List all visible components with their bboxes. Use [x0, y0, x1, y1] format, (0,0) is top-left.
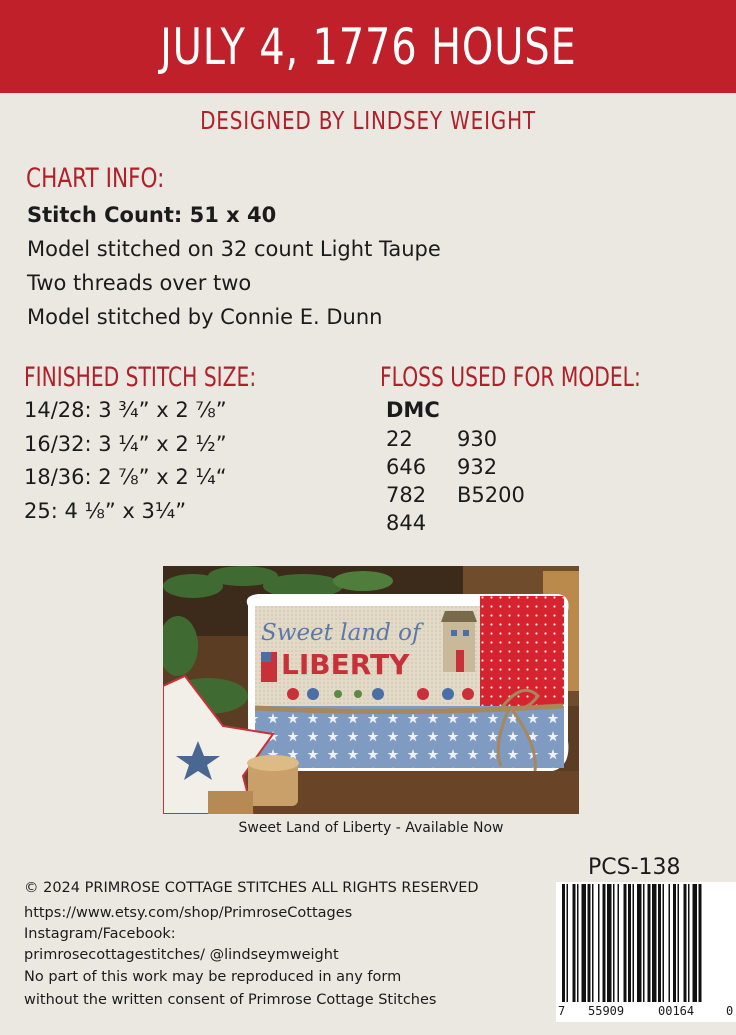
floss-number: 22 [386, 427, 413, 451]
floss-number: 646 [386, 455, 427, 479]
finished-size-line: 16/32: 3 ¼” x 2 ½” [24, 432, 227, 456]
social-handles: primrosecottagestitches/ @lindseymweight [24, 947, 339, 963]
floss-number: 930 [457, 427, 498, 451]
chart-info-line: Model stitched by Connie E. Dunn [27, 305, 383, 329]
photo-caption: Sweet Land of Liberty - Available Now [238, 820, 504, 836]
product-code: PCS-138 [588, 855, 681, 880]
barcode-bars [556, 882, 736, 1004]
title-banner [0, 0, 736, 93]
stitch-count: Stitch Count: 51 x 40 [27, 203, 277, 227]
pattern-title: JULY 4, 1776 HOUSE [159, 17, 577, 76]
barcode-digit: 0 [726, 1004, 734, 1018]
social-label: Instagram/Facebook: [24, 926, 176, 942]
finished-size-line: 18/36: 2 ⅞” x 2 ¼“ [24, 465, 227, 489]
floss-brand: DMC [386, 398, 440, 422]
floss-number: 782 [386, 483, 427, 507]
barcode [556, 882, 736, 1022]
stitched-phrase: Sweet land of [261, 620, 421, 646]
chart-info-line: Model stitched on 32 count Light Taupe [27, 237, 441, 261]
chart-info-heading: CHART INFO: [26, 163, 165, 194]
finished-size-line: 14/28: 3 ¾” x 2 ⅞” [24, 398, 227, 422]
designer-credit: DESIGNED BY LINDSEY WEIGHT [200, 106, 536, 135]
floss-number: 844 [386, 511, 427, 535]
flower-row [287, 688, 474, 700]
floss-heading: FLOSS USED FOR MODEL: [380, 362, 641, 393]
floss-number: 932 [457, 455, 498, 479]
rights-notice: without the written consent of Primrose Cottage Stitches [24, 992, 437, 1008]
stitched-word: LIBERTY [281, 648, 410, 681]
barcode-digit: 00164 [658, 1004, 695, 1018]
rights-notice: No part of this work may be reproduced in any form [24, 969, 402, 985]
finished-size-line: 25: 4 ⅛” x 3¼” [24, 499, 187, 523]
chart-info-line: Two threads over two [27, 271, 252, 295]
barcode-digit: 55909 [588, 1004, 625, 1018]
copyright-line: © 2024 PRIMROSE COTTAGE STITCHES ALL RIGHTS RESERVED [24, 880, 479, 896]
barcode-digit: 7 [558, 1004, 566, 1018]
floss-number: B5200 [457, 483, 525, 507]
model-photo [163, 566, 579, 814]
etsy-link[interactable]: https://www.etsy.com/shop/PrimroseCottages [24, 905, 353, 921]
finished-size-heading: FINISHED STITCH SIZE: [24, 362, 257, 393]
